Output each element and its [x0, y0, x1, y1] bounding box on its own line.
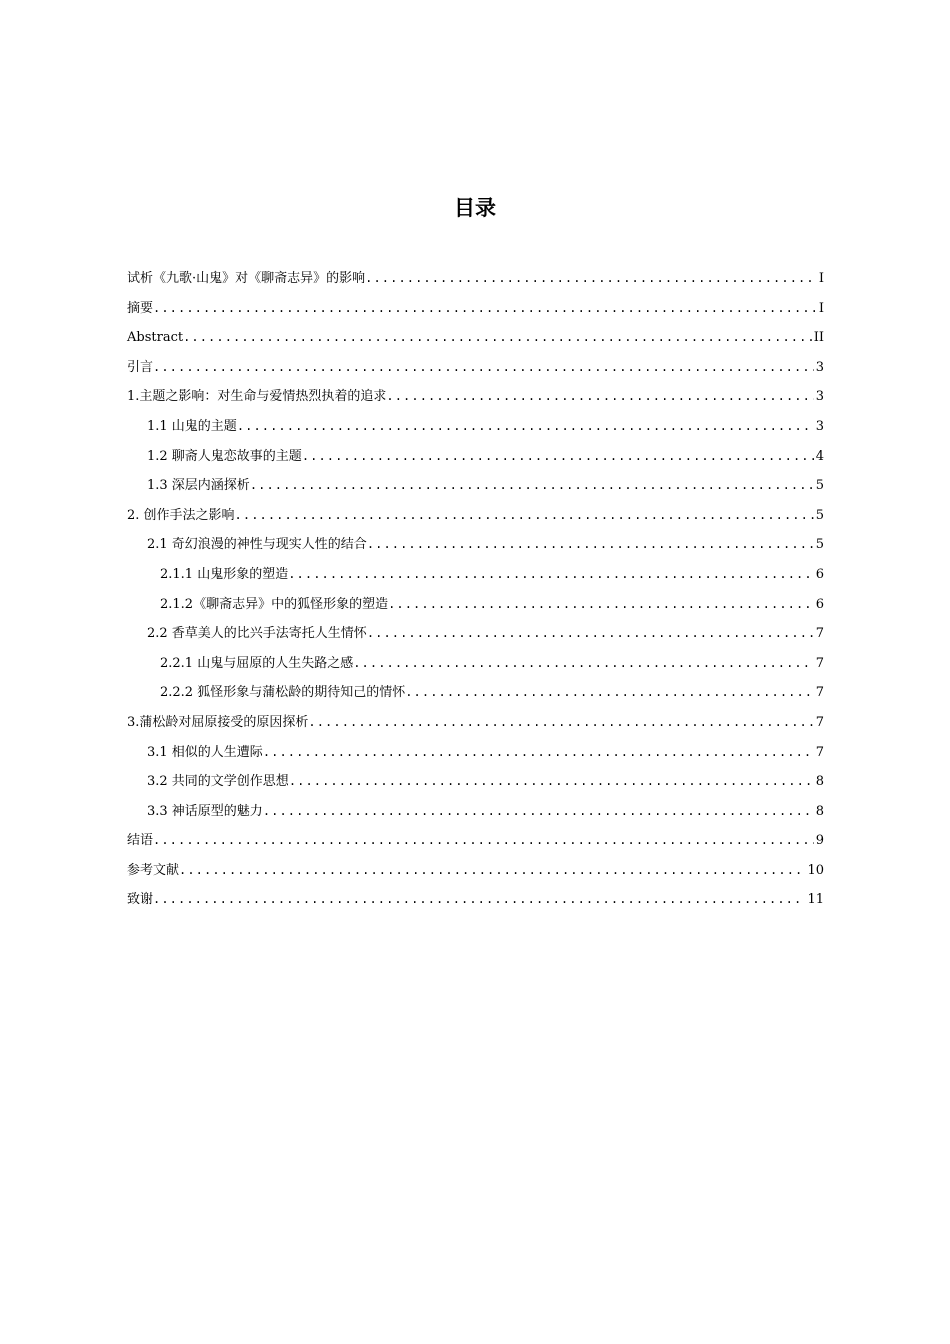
- dot-leader: [263, 797, 814, 827]
- toc-page-number: II: [813, 330, 824, 346]
- toc-entry-title: 致谢: [127, 892, 154, 908]
- toc-entry-title: 摘要: [127, 300, 154, 316]
- dot-leader: [367, 530, 814, 560]
- dot-leader: [237, 412, 814, 442]
- toc-page-number: 3: [815, 418, 824, 434]
- dot-leader: [388, 590, 814, 620]
- dot-leader: [308, 708, 813, 738]
- toc-page-number: 7: [815, 744, 824, 760]
- toc-page-number: I: [818, 271, 824, 286]
- toc-entry-title: 2.2 香草美人的比兴手法寄托人生情怀: [147, 626, 367, 642]
- dot-leader: [367, 619, 814, 649]
- toc-entry[interactable]: [127, 353, 824, 383]
- toc-entry-title: 3.2 共同的文学创作思想: [147, 774, 289, 790]
- dot-leader: [353, 649, 814, 679]
- toc-entry-title: 2.2.1 山鬼与屈原的人生失路之感: [160, 655, 354, 671]
- dot-leader: [288, 560, 814, 590]
- toc-entry[interactable]: [127, 294, 824, 324]
- dot-leader: [153, 353, 814, 383]
- toc-entry[interactable]: [127, 678, 824, 708]
- dot-leader: [153, 826, 814, 856]
- dot-leader: [302, 442, 814, 472]
- table-of-contents: [127, 264, 824, 915]
- toc-entry[interactable]: [127, 649, 824, 679]
- toc-page-number: 4: [815, 448, 824, 464]
- dot-leader: [289, 767, 814, 797]
- toc-entry[interactable]: [127, 412, 824, 442]
- toc-page-number: 3: [815, 389, 824, 405]
- dot-leader: [365, 264, 817, 294]
- toc-entry[interactable]: [127, 442, 824, 472]
- toc-page-number: 5: [815, 507, 824, 523]
- toc-entry[interactable]: [127, 797, 824, 827]
- toc-entry-title: 1.3 深层内涵探析: [147, 478, 250, 494]
- page-title: 目录: [454, 196, 496, 220]
- toc-entry-title: 结语: [127, 833, 154, 849]
- toc-page-number: 6: [815, 596, 824, 612]
- toc-entry-title: 3.蒲松龄对屈原接受的原因探析: [127, 714, 309, 730]
- dot-leader: [153, 885, 805, 915]
- toc-entry[interactable]: [127, 264, 824, 294]
- toc-entry-title: 3.1 相似的人生遭际: [147, 744, 263, 760]
- toc-page-number: 10: [807, 862, 824, 878]
- toc-entry-title: 2.1.1 山鬼形象的塑造: [160, 566, 289, 582]
- toc-page-number: 7: [815, 714, 824, 730]
- toc-page-number: 9: [815, 833, 824, 849]
- toc-entry-title: 引言: [127, 359, 154, 375]
- toc-entry[interactable]: [127, 738, 824, 768]
- toc-page-number: 6: [815, 566, 824, 582]
- toc-entry-title: 1.主题之影响：对生命与爱情热烈执着的追求: [127, 389, 387, 405]
- dot-leader: [183, 323, 812, 353]
- toc-page-number: 5: [815, 537, 824, 553]
- toc-entry[interactable]: [127, 619, 824, 649]
- toc-page-number: 8: [815, 774, 824, 790]
- dot-leader: [250, 471, 814, 501]
- toc-entry-title: 1.2 聊斋人鬼恋故事的主题: [147, 448, 302, 464]
- toc-page-number: 7: [815, 685, 824, 701]
- toc-entry-title: 试析《九歌·山鬼》对《聊斋志异》的影响: [127, 271, 366, 286]
- dot-leader: [386, 382, 813, 412]
- toc-entry[interactable]: [127, 885, 824, 915]
- toc-entry[interactable]: [127, 708, 824, 738]
- dot-leader: [263, 738, 814, 768]
- toc-entry-title: 2.1 奇幻浪漫的神性与现实人性的结合: [147, 537, 367, 553]
- toc-entry[interactable]: [127, 323, 824, 353]
- toc-entry[interactable]: [127, 826, 824, 856]
- toc-entry-title: 参考文献: [127, 862, 180, 878]
- toc-entry[interactable]: [127, 856, 824, 886]
- toc-entry[interactable]: [127, 560, 824, 590]
- toc-entry[interactable]: [127, 767, 824, 797]
- toc-page-number: 7: [815, 655, 824, 671]
- toc-page-number: I: [818, 300, 824, 316]
- toc-page-number: 7: [815, 626, 824, 642]
- toc-page-number: 11: [807, 892, 824, 908]
- toc-entry-title: 2. 创作手法之影响: [127, 507, 235, 523]
- toc-entry[interactable]: [127, 530, 824, 560]
- toc-entry-title: Abstract: [127, 330, 184, 346]
- toc-entry[interactable]: [127, 590, 824, 620]
- toc-entry[interactable]: [127, 382, 824, 412]
- toc-entry[interactable]: [127, 471, 824, 501]
- dot-leader: [153, 294, 817, 324]
- dot-leader: [235, 501, 814, 531]
- toc-page-number: 3: [815, 359, 824, 375]
- toc-page-number: 5: [815, 478, 824, 494]
- toc-entry-title: 2.1.2《聊斋志异》中的狐怪形象的塑造: [160, 596, 389, 612]
- dot-leader: [179, 856, 805, 886]
- toc-entry-title: 3.3 神话原型的魅力: [147, 803, 263, 819]
- dot-leader: [405, 678, 814, 708]
- toc-entry-title: 1.1 山鬼的主题: [147, 418, 237, 434]
- toc-entry-title: 2.2.2 狐怪形象与蒲松龄的期待知己的情怀: [160, 685, 406, 701]
- toc-page-number: 8: [815, 803, 824, 819]
- toc-entry[interactable]: [127, 501, 824, 531]
